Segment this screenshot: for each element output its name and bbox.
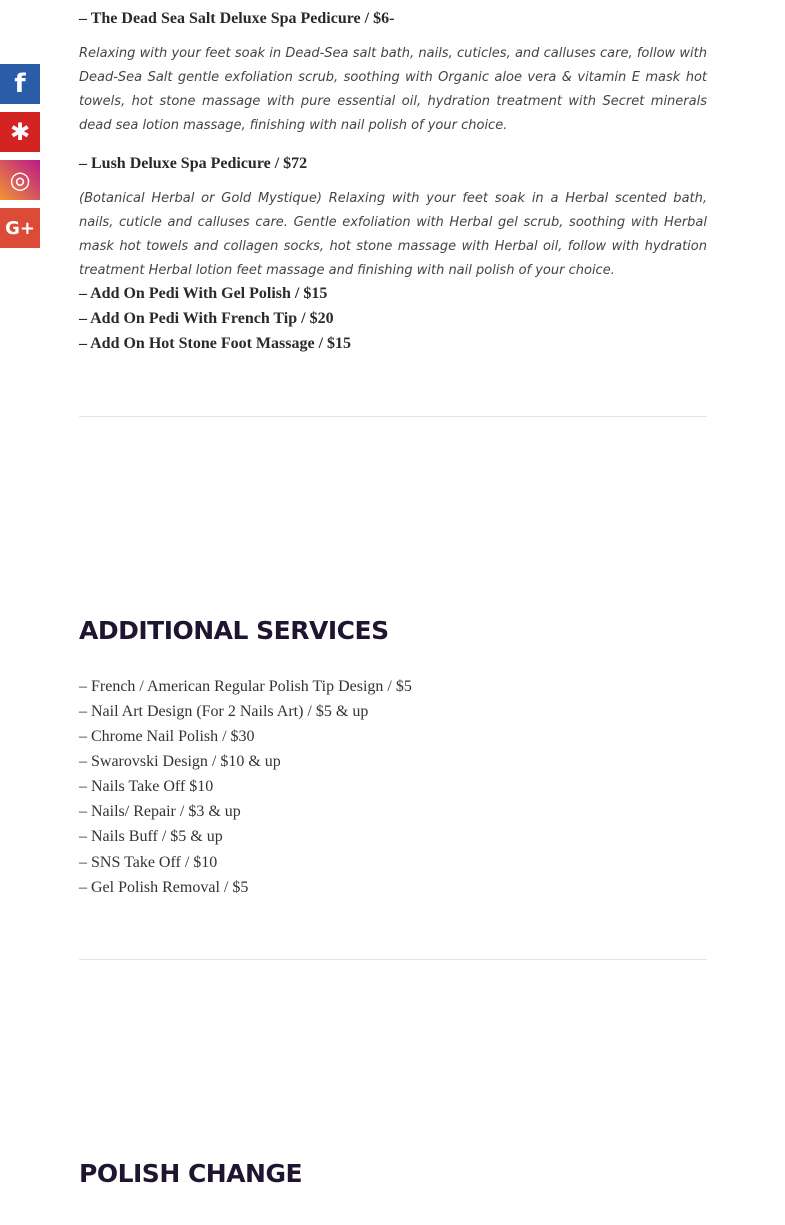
divider	[79, 416, 707, 417]
divider	[79, 959, 707, 960]
service-item: – Nails Buff / $5 & up	[79, 828, 223, 845]
service-item: – Swarovski Design / $10 & up	[79, 753, 281, 770]
service-item: – Nails Take Off $10	[79, 778, 214, 795]
service-item: – Nails/ Repair / $3 & up	[79, 803, 241, 820]
addon-item: – Add On Pedi With Gel Polish / $15	[79, 285, 328, 302]
addon-item: – Add On Hot Stone Foot Massage / $15	[79, 335, 352, 352]
section-heading: POLISH CHANGE	[79, 1159, 303, 1188]
service-item: – Nail Art Design (For 2 Nails Art) / $5 & up	[79, 703, 369, 720]
service-title: – The Dead Sea Salt Deluxe Spa Pedicure / $6-	[79, 10, 395, 27]
service-item: – Chrome Nail Polish / $30	[79, 728, 255, 745]
service-description: (Botanical Herbal or Gold Mystique) Relaxing with your feet soak in a Herbal scented bath, nails, cuticle and calluses care. Gentle exfoliation with Herbal gel scrub, soothing with Herbal mask hot towels and collagen socks, hot stone massage with Herbal oil, follow with hydration treatment Herbal lotion feet massage and finishing with nail polish of your choice.	[79, 191, 707, 278]
service-item: – SNS Take Off / $10	[79, 854, 218, 871]
google-plus-icon[interactable]: G+	[0, 208, 40, 248]
service-description: Relaxing with your feet soak in Dead-Sea salt bath, nails, cuticles, and calluses care, follow with Dead-Sea Salt gentle exfoliation scrub, soothing with Organic aloe vera & vitamin E mask hot towels, hot stone massage with pure essential oil, hydration treatment with Secret minerals dead sea lotion massage, finishing with nail polish of your choice.	[79, 46, 707, 133]
service-item: – French / American Regular Polish Tip Design / $5	[79, 678, 412, 695]
section-heading: ADDITIONAL SERVICES	[79, 616, 389, 645]
service-item: – Gel Polish Removal / $5	[79, 879, 249, 896]
facebook-icon[interactable]: f	[0, 64, 40, 104]
instagram-icon[interactable]: ◎	[0, 160, 40, 200]
yelp-icon[interactable]: ✱	[0, 112, 40, 152]
addon-item: – Add On Pedi With French Tip / $20	[79, 310, 334, 327]
service-title: – Lush Deluxe Spa Pedicure / $72	[79, 155, 308, 172]
